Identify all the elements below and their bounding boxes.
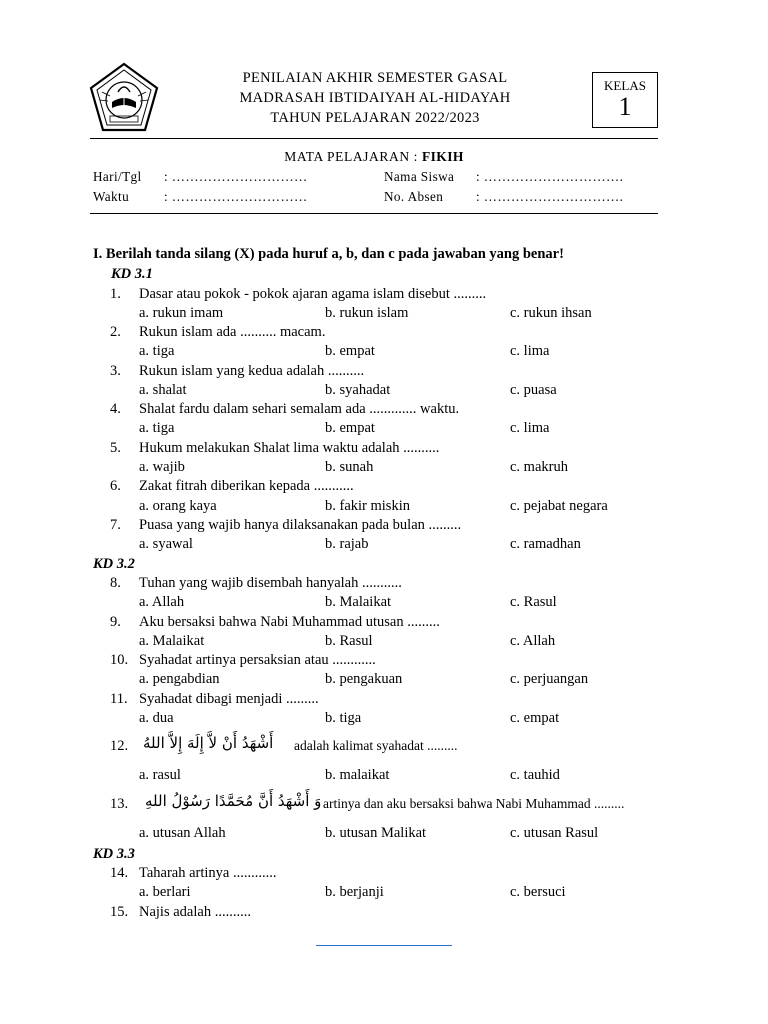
question-text: Syahadat artinya persaksian atau ............ (139, 652, 376, 668)
subject-value: FIKIH (422, 149, 464, 164)
option-b[interactable]: b. empat (325, 343, 375, 359)
question-number: 5. (110, 440, 121, 456)
page-footer-line (316, 945, 452, 946)
question-text: Puasa yang wajib hanya dilaksanakan pada bulan ......... (139, 517, 462, 533)
info-divider (90, 213, 658, 214)
question-text: Syahadat dibagi menjadi ......... (139, 691, 319, 707)
question-number: 13. (110, 796, 129, 812)
waktu-label: Waktu (93, 189, 130, 204)
nama-label: Nama Siswa (384, 169, 455, 184)
header-divider (90, 138, 658, 139)
nama-field[interactable]: : …………………………. (476, 169, 624, 184)
option-a[interactable]: a. Malaikat (139, 633, 205, 649)
question-number: 15. (110, 904, 129, 920)
madrasah-logo (88, 62, 160, 134)
arabic-syahadat-2: وَ أَشْهَدُ أَنَّ مُحَمَّدًا رَسُوْلُ اللهِ (145, 792, 322, 810)
option-b[interactable]: b. syahadat (325, 382, 391, 398)
option-c[interactable]: c. perjuangan (510, 671, 589, 687)
option-a[interactable]: a. dua (139, 710, 174, 726)
option-b[interactable]: b. rajab (325, 536, 369, 552)
option-c[interactable]: c. rukun ihsan (510, 305, 592, 321)
question-number: 14. (110, 865, 129, 881)
exam-header (185, 68, 565, 128)
option-b[interactable]: b. pengakuan (325, 671, 403, 687)
question-text: adalah kalimat syahadat ......... (294, 738, 458, 753)
option-a[interactable]: a. tiga (139, 420, 175, 436)
option-c[interactable]: c. makruh (510, 459, 568, 475)
option-c[interactable]: c. pejabat negara (510, 498, 608, 514)
option-c[interactable]: c. lima (510, 420, 550, 436)
option-b[interactable]: b. Rasul (325, 633, 373, 649)
option-b[interactable]: b. fakir miskin (325, 498, 410, 514)
question-number: 11. (110, 691, 128, 707)
question-number: 4. (110, 401, 121, 417)
kelas-box (592, 72, 658, 128)
option-a[interactable]: a. utusan Allah (139, 825, 226, 841)
subject-label: MATA PELAJARAN : (284, 149, 422, 164)
hari-field[interactable]: : ………………………… (164, 169, 308, 184)
question-number: 2. (110, 324, 121, 340)
waktu-field[interactable]: : ………………………… (164, 189, 308, 204)
option-b[interactable]: b. empat (325, 420, 375, 436)
option-a[interactable]: a. pengabdian (139, 671, 220, 687)
option-b[interactable]: b. Malaikat (325, 594, 392, 610)
question-number: 9. (110, 614, 121, 630)
question-text: Aku bersaksi bahwa Nabi Muhammad utusan ......... (139, 614, 440, 630)
option-a[interactable]: a. orang kaya (139, 498, 217, 514)
option-c[interactable]: c. empat (510, 710, 560, 726)
kelas-label: KELAS (604, 78, 646, 93)
question-text: Rukun islam yang kedua adalah .......... (139, 363, 365, 379)
hari-label: Hari/Tgl (93, 169, 142, 184)
question-number: 12. (110, 738, 129, 754)
kd-heading: KD 3.1 (111, 266, 153, 282)
question-number: 6. (110, 478, 121, 494)
question-text: Zakat fitrah diberikan kepada ........... (139, 478, 354, 494)
header-line-1: PENILAIAN AKHIR SEMESTER GASAL (242, 70, 508, 86)
kd-heading: KD 3.2 (93, 556, 135, 572)
question-text: Dasar atau pokok - pokok ajaran agama islam disebut ......... (139, 286, 487, 302)
absen-label: No. Absen (384, 189, 444, 204)
option-b[interactable]: b. utusan Malikat (325, 825, 427, 841)
header-line-3: TAHUN PELAJARAN 2022/2023 (270, 110, 480, 126)
arabic-syahadat-1: أَشْهَدُ أَنْ لاَّ إِلَهَ إِلاَّ اللهُ (143, 734, 274, 752)
question-text: artinya dan aku bersaksi bahwa Nabi Muhammad ......... (323, 796, 625, 811)
option-a[interactable]: a. rukun imam (139, 305, 224, 321)
question-number: 10. (110, 652, 129, 668)
option-c[interactable]: c. ramadhan (510, 536, 581, 552)
question-text: Taharah artinya ............ (139, 865, 277, 881)
option-a[interactable]: a. tiga (139, 343, 175, 359)
absen-field[interactable]: : …………………………. (476, 189, 624, 204)
option-c[interactable]: c. tauhid (510, 767, 560, 783)
header-line-2: MADRASAH IBTIDAIYAH AL-HIDAYAH (239, 90, 511, 106)
option-a[interactable]: a. syawal (139, 536, 193, 552)
question-text: Hukum melakukan Shalat lima waktu adalah .......... (139, 440, 440, 456)
option-b[interactable]: b. sunah (325, 459, 374, 475)
option-c[interactable]: c. utusan Rasul (510, 825, 599, 841)
option-a[interactable]: a. berlari (139, 884, 191, 900)
option-c[interactable]: c. bersuci (510, 884, 566, 900)
question-number: 1. (110, 286, 121, 302)
option-a[interactable]: a. shalat (139, 382, 187, 398)
option-a[interactable]: a. wajib (139, 459, 185, 475)
option-c[interactable]: c. Allah (510, 633, 556, 649)
question-number: 7. (110, 517, 121, 533)
question-number: 8. (110, 575, 121, 591)
option-c[interactable]: c. lima (510, 343, 550, 359)
option-a[interactable]: a. Allah (139, 594, 185, 610)
option-c[interactable]: c. Rasul (510, 594, 557, 610)
option-b[interactable]: b. tiga (325, 710, 362, 726)
question-number: 3. (110, 363, 121, 379)
kelas-value: 1 (618, 92, 632, 121)
question-text: Rukun islam ada .......... macam. (139, 324, 326, 340)
option-b[interactable]: b. berjanji (325, 884, 384, 900)
question-text: Najis adalah .......... (139, 904, 251, 920)
kd-heading: KD 3.3 (93, 846, 135, 862)
option-a[interactable]: a. rasul (139, 767, 181, 783)
question-text: Tuhan yang wajib disembah hanyalah ........... (139, 575, 402, 591)
option-c[interactable]: c. puasa (510, 382, 557, 398)
question-text: Shalat fardu dalam sehari semalam ada ............. waktu. (139, 401, 460, 417)
option-b[interactable]: b. rukun islam (325, 305, 409, 321)
option-b[interactable]: b. malaikat (325, 767, 390, 783)
instruction: I. Berilah tanda silang (X) pada huruf a, b, dan c pada jawaban yang benar! (93, 246, 564, 262)
subject-line (0, 149, 748, 165)
